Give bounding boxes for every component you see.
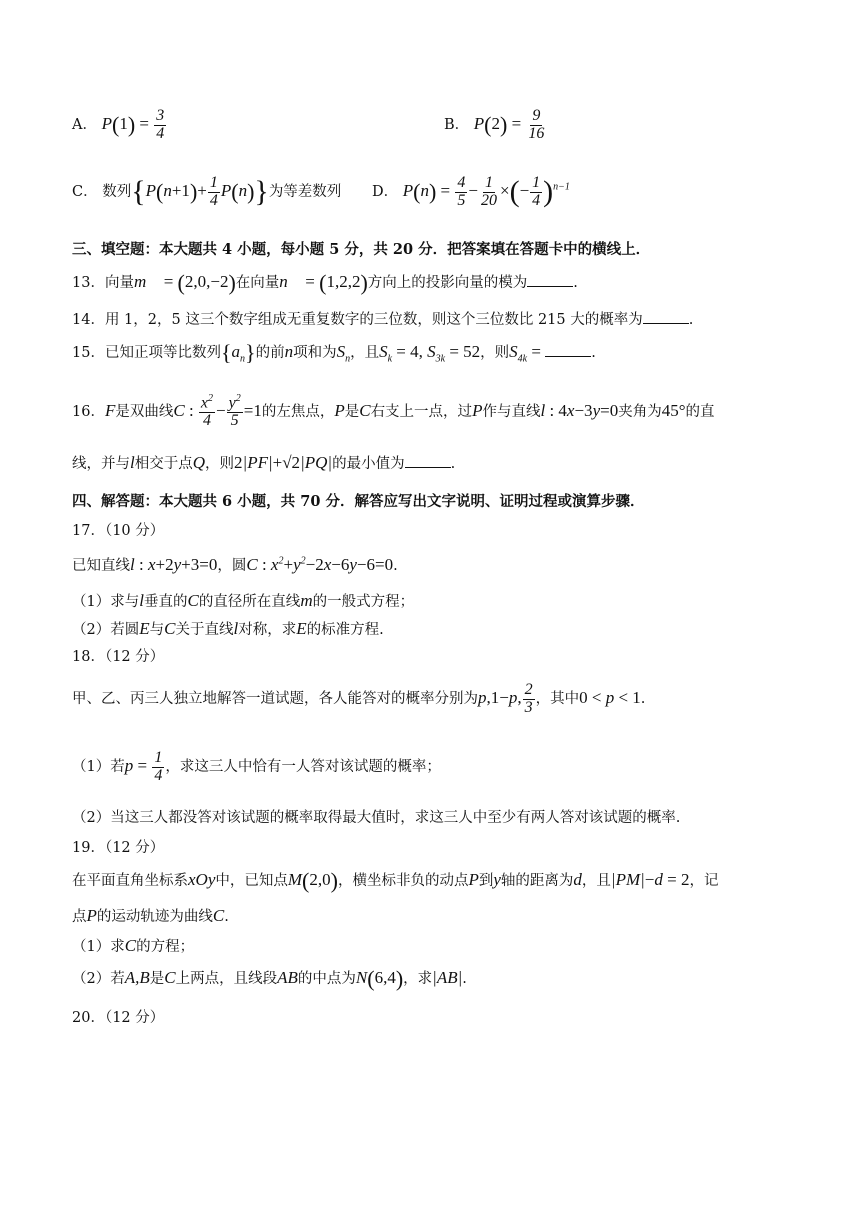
question-15: 15．已知正项等比数列$\{a_n\}$的前n项和为$S_n$，且$S_k = 4$, $S_{3k} = 52$，则$S_{4k}$ = . xyxy=(72,340,596,365)
option-a-label: A． xyxy=(72,117,97,134)
option-a-formula: P(1) = $\frac{3}{4}$ xyxy=(101,107,165,142)
question-17-part1: （1）求与l垂直的C的直径所在直线m的一般式方程； xyxy=(72,591,415,610)
option-c-d-row xyxy=(72,175,800,210)
question-17-part2: （2）若圆E与C关于直线l对称，求E的标准方程. xyxy=(72,619,384,638)
question-17-stem: 已知直线l : x+2y+3=0，圆C : $x^2+y^2-2x-6y-6=0$. xyxy=(72,555,398,574)
option-d-formula: P(n) = $\frac{4}{5}$ − $\frac{1}{20}$ ×(− $\frac{1}{4}$ )$^{n-1}$ xyxy=(402,174,570,209)
question-19-stem: 在平面直角坐标系xOy中，已知点M(2,0)，横坐标非负的动点P到y轴的距离为d，且|PM|−d = 2，记 xyxy=(72,868,719,893)
section4-heading: 四、解答题：本大题共 6 小题，共 70 分．解答应写出文字说明、证明过程或演算步骤． xyxy=(72,493,645,510)
option-c-label: C． xyxy=(72,184,98,201)
question-19-header: 19．（12 分） xyxy=(72,840,165,856)
question-19-part2: （2）若A,B是C上两点，且线段AB的中点为N(6,4)，求|AB|. xyxy=(72,966,467,991)
question-18-header: 18．（12 分） xyxy=(72,649,165,665)
option-d-label: D． xyxy=(372,184,399,201)
question-14: 14．用 1，2，5 这三个数字组成无重复数字的三位数，则这个三位数比 215 大的概率为 . xyxy=(72,308,800,329)
question-18-part1: （1）若p = $\frac{1}{4}$ ，求这三人中恰有一人答对该试题的概率； xyxy=(72,749,441,784)
option-c-formula: {P(n+1)+ $\frac{1}{4}$ P(n)} xyxy=(131,174,269,209)
option-c-text-post: 为等差数列 xyxy=(268,184,342,201)
section3-heading: 三、填空题：本大题共 4 小题，每小题 5 分，共 20 分．把答案填在答题卡中的横线上． xyxy=(72,241,651,258)
answer-blank[interactable] xyxy=(405,453,451,468)
question-16-line2: 线，并与l相交于点Q，则2|PF|+√2|PQ|的最小值为 . xyxy=(72,453,456,472)
option-c-text: 数列 xyxy=(102,184,132,201)
option-b-label: B． xyxy=(444,117,470,134)
question-18-part2: （2）当这三人都没答对该试题的概率取得最大值时，求这三人中至少有两人答对该试题的概率. xyxy=(72,810,681,826)
option-a-b-row xyxy=(72,108,800,143)
question-19-stem-line2: 点P的运动轨迹为曲线C. xyxy=(72,906,229,925)
answer-blank[interactable] xyxy=(545,342,591,357)
question-20-header: 20．（12 分） xyxy=(72,1010,165,1026)
question-16: 16．F是双曲线C : $\frac{x^2}{4}$ − $\frac{y^2}{5}$ =1的左焦点，P是C右支上一点，过P作与直线l : 4x−3y=0夹角为45°的直 xyxy=(72,393,715,430)
option-b-formula: P(2) = $\frac{9}{16}$ xyxy=(473,107,545,142)
question-17-header: 17．（10 分） xyxy=(72,523,165,539)
question-13: 13．向量m⃗ = (2,0,−2)在向量n⃗ = (1,2,2)方向上的投影向量的模为 . xyxy=(72,270,578,295)
question-19-part1: （1）求C的方程； xyxy=(72,936,195,955)
answer-blank[interactable] xyxy=(643,309,689,324)
answer-blank[interactable] xyxy=(527,272,573,287)
question-18-stem: 甲、乙、丙三人独立地解答一道试题，各人能答对的概率分别为p,1−p, $\frac{2}{3}$ ，其中0 < p < 1. xyxy=(72,681,646,716)
